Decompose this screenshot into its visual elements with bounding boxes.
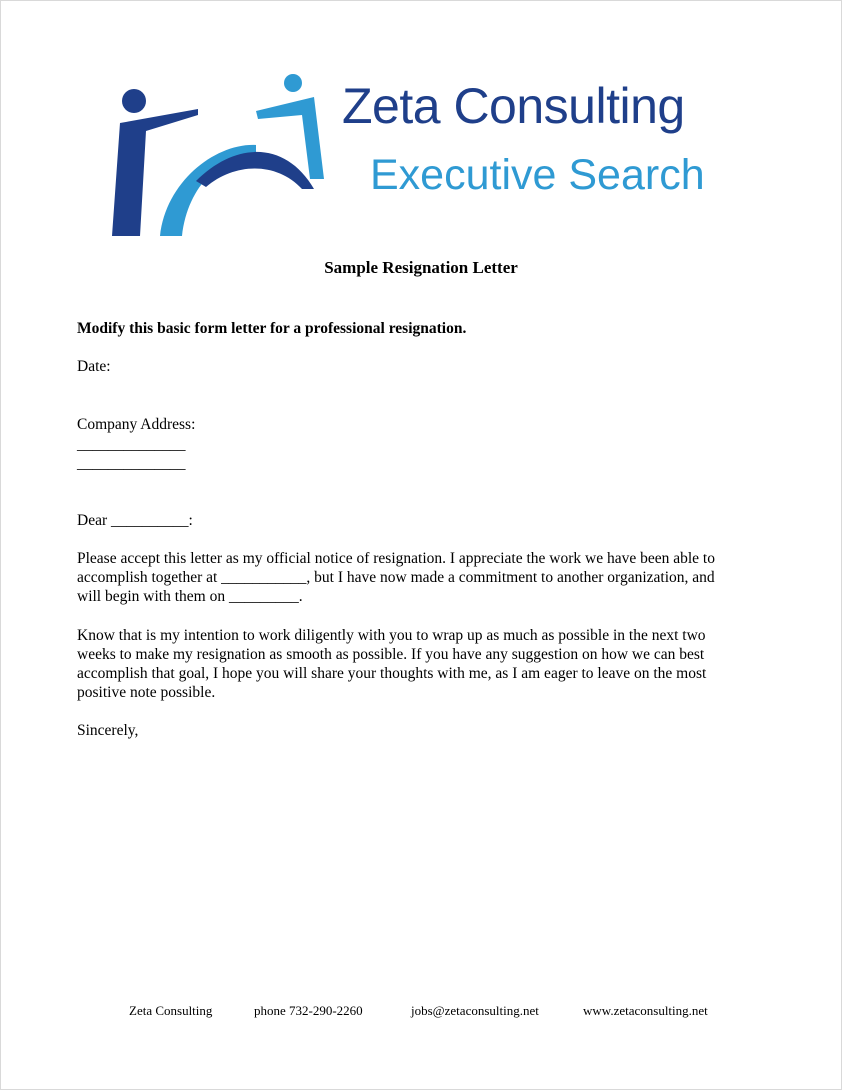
company-address-label: Company Address: bbox=[77, 416, 196, 433]
footer-phone: phone 732-290-2260 bbox=[254, 1003, 363, 1018]
footer-company: Zeta Consulting bbox=[129, 1003, 213, 1018]
salutation: Dear __________: bbox=[77, 512, 193, 529]
letter-title: Sample Resignation Letter bbox=[324, 258, 518, 277]
paragraph-2-line: positive note possible. bbox=[77, 684, 216, 701]
company-logo bbox=[106, 71, 746, 246]
intro-text: Modify this basic form letter for a professional resignation. bbox=[77, 320, 467, 337]
two-figures-arc-icon bbox=[106, 71, 336, 246]
paragraph-1-line: accomplish together at ___________, but I have now made a commitment to another organization, and bbox=[77, 569, 715, 586]
address-blank-1: ______________ bbox=[77, 436, 186, 453]
address-blank-2: ______________ bbox=[77, 455, 186, 472]
footer-website[interactable]: www.zetaconsulting.net bbox=[583, 1003, 708, 1018]
paragraph-2-line: weeks to make my resignation as smooth as possible. If you have any suggestion on how we can best bbox=[77, 646, 705, 663]
logo-line-1: Zeta Consulting bbox=[342, 78, 685, 134]
paragraph-2-line: Know that is my intention to work diligently with you to wrap up as much as possible in the next two bbox=[77, 627, 706, 644]
date-label: Date: bbox=[77, 358, 111, 375]
paragraph-1-line: Please accept this letter as my official notice of resignation. I appreciate the work we have been able to bbox=[77, 550, 715, 567]
logo-line-2: Executive Search bbox=[370, 151, 705, 199]
paragraph-1-line: will begin with them on _________. bbox=[77, 588, 303, 605]
footer-email[interactable]: jobs@zetaconsulting.net bbox=[411, 1003, 539, 1018]
closing: Sincerely, bbox=[77, 722, 139, 739]
paragraph-2-line: accomplish that goal, I hope you will share your thoughts with me, as I am eager to leave on the most bbox=[77, 665, 707, 682]
